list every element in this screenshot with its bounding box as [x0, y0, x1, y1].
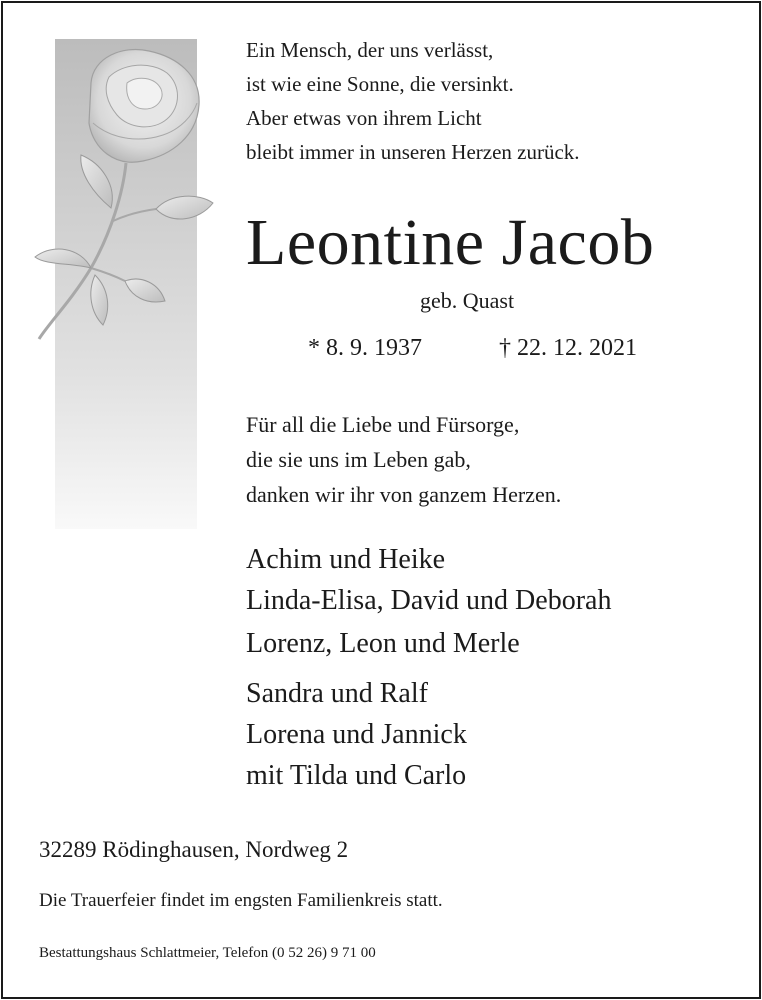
birth-name: geb. Quast	[420, 288, 515, 313]
address: 32289 Rödinghausen, Nordweg 2	[39, 837, 349, 862]
obituary-card	[1, 1, 761, 999]
mourner-line: Sandra und Ralf	[246, 678, 428, 709]
poem-line: Ein Mensch, der uns verlässt,	[246, 38, 494, 62]
poem-line: ist wie eine Sonne, die versinkt.	[246, 72, 514, 96]
undertaker-info: Bestattungshaus Schlattmeier, Telefon (0 52 26) 9 71 00	[39, 945, 376, 961]
poem-line: bleibt immer in unseren Herzen zurück.	[246, 140, 580, 164]
mourner-group	[246, 623, 520, 664]
mourner-line: Achim und Heike	[246, 544, 446, 575]
mourner-line: Lorena und Jannick	[246, 719, 467, 750]
mourner-line: Lorenz, Leon und Merle	[246, 628, 520, 659]
deceased-name: Leontine Jacob	[246, 206, 655, 279]
mourner-line: mit Tilda und Carlo	[246, 760, 467, 791]
mourner-group	[246, 539, 611, 621]
thanks-line: Für all die Liebe und Fürsorge,	[246, 412, 520, 437]
thanks-text	[246, 407, 561, 512]
poem-line: Aber etwas von ihrem Licht	[246, 106, 482, 130]
rose-icon	[31, 43, 221, 343]
mourner-group	[246, 673, 467, 796]
thanks-line: danken wir ihr von ganzem Herzen.	[246, 482, 562, 507]
funeral-notice: Die Trauerfeier findet im engsten Familienkreis statt.	[39, 890, 443, 911]
death-date: † 22. 12. 2021	[499, 335, 637, 361]
poem	[246, 33, 580, 169]
birth-date: * 8. 9. 1937	[308, 335, 422, 361]
mourner-line: Linda-Elisa, David und Deborah	[246, 585, 612, 616]
thanks-line: die sie uns im Leben gab,	[246, 447, 471, 472]
